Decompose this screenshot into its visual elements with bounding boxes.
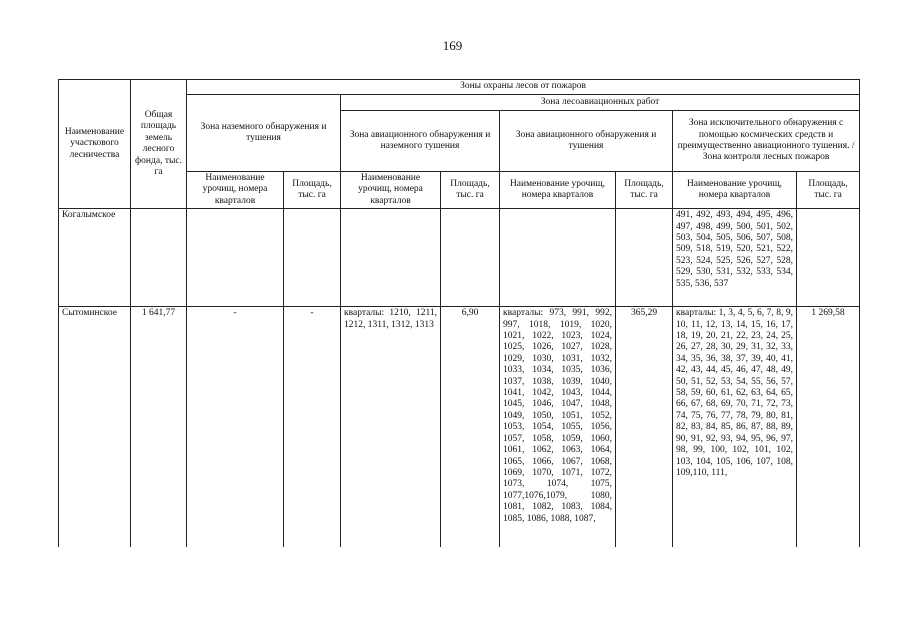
ground-area-cell: - [284,307,341,548]
space-tracts-cell: 491, 492, 493, 494, 495, 496, 497, 498, 499, 500, 501, 502, 503, 504, 505, 506, 507, 508, 509, 518, 519, 520, 521, 522, 523, 524, 525, 526, 527, 528, 529, 530, 531, 532, 533, 534, 535, 536, 537 [673,209,797,307]
header-aviation-detection-zone: Зона авиационного обнаружения и тушения [500,111,673,172]
aviation-tracts-cell: кварталы: 973, 991, 992, 997, 1018, 1019, 1020, 1021, 1022, 1023, 1024, 1025, 1026, 1027, 1028, 1029, 1030, 1031, 1032, 1033, 1034, 1035, 1036, 1037, 1038, 1039, 1040, 1041, 1042, 1043, 1044, 1045, 1046, 1047, 1048, 1049, 1050, 1051, 1052, 1053, 1054, 1055, 1056, 1057, 1058, 1059, 1060, 1061, 1062, 1063, 1064, 1065, 1066, 1067, 1068, 1069, 1070, 1071, 1072, 1073, 1074, 1075, 1077,1076,1079, 1080, 1081, 1082, 1083, 1084, 1085, 1086, 1088, 1087, [500,307,616,548]
ground-tracts-cell [187,209,284,307]
header-aviation-ground-area: Площадь, тыс. га [441,172,500,209]
header-row-1 [59,80,860,95]
header-aviation-ground-zone: Зона авиационного обнаружения и наземного тушения [341,111,500,172]
header-aviation-area: Площадь, тыс. га [616,172,673,209]
aviation-ground-area-cell: 6,90 [441,307,500,548]
header-total-area: Общая площадь земель лесного фонда, тыс. га [131,80,187,209]
aviation-ground-area-cell [441,209,500,307]
header-space-zone: Зона исключительного обнаружения с помощью космических средств и преимущественно авиационного тушения. / Зона контроля лесных пожаров [673,111,860,172]
aviation-area-cell: 365,29 [616,307,673,548]
header-fire-protection-zones: Зоны охраны лесов от пожаров [187,80,860,95]
forestry-name-cell: Когалымское [59,209,131,307]
header-ground-tracts: Наименование урочищ, номера кварталов [187,172,284,209]
header-aviation-ground-tracts: Наименование урочищ, номера кварталов [341,172,441,209]
total-area-cell [131,209,187,307]
header-space-tracts: Наименование урочищ, номера кварталов [673,172,797,209]
page-number: 169 [442,38,463,53]
ground-area-cell [284,209,341,307]
table-row [59,209,860,307]
aviation-ground-tracts-cell [341,209,441,307]
header-aviation-tracts: Наименование урочищ, номера кварталов [500,172,616,209]
ground-tracts-cell: - [187,307,284,548]
header-ground-zone: Зона наземного обнаружения и тушения [187,95,341,172]
header-ground-area: Площадь, тыс. га [284,172,341,209]
table-row [59,307,860,548]
forestry-name-cell: Сытоминское [59,307,131,548]
space-tracts-cell: кварталы: 1, 3, 4, 5, 6, 7, 8, 9, 10, 11, 12, 13, 14, 15, 16, 17, 18, 19, 20, 21, 22, 23, 24, 25, 26, 27, 28, 30, 29, 31, 32, 33, 34, 35, 36, 38, 37, 39, 40, 41, 42, 43, 44, 45, 46, 47, 48, 49, 50, 51, 52, 53, 54, 55, 56, 57, 58, 59, 60, 61, 62, 63, 64, 65, 66, 67, 68, 69, 70, 71, 72, 73, 74, 75, 76, 77, 78, 79, 80, 81, 82, 83, 84, 85, 86, 87, 88, 89, 90, 91, 92, 93, 94, 95, 96, 97, 98, 99, 100, 102, 101, 102, 103, 104, 105, 106, 107, 108, 109,110, 111, [673,307,797,548]
header-aviation-zone: Зона лесоавиационных работ [341,95,860,111]
aviation-tracts-cell [500,209,616,307]
header-forestry-name: Наименование участкового лесничества [59,80,131,209]
aviation-ground-tracts-cell: кварталы: 1210, 1211, 1212, 1311, 1312, 1313 [341,307,441,548]
space-area-cell: 1 269,58 [797,307,860,548]
fire-zones-table [58,79,860,547]
total-area-cell: 1 641,77 [131,307,187,548]
header-space-area: Площадь, тыс. га [797,172,860,209]
aviation-area-cell [616,209,673,307]
space-area-cell [797,209,860,307]
